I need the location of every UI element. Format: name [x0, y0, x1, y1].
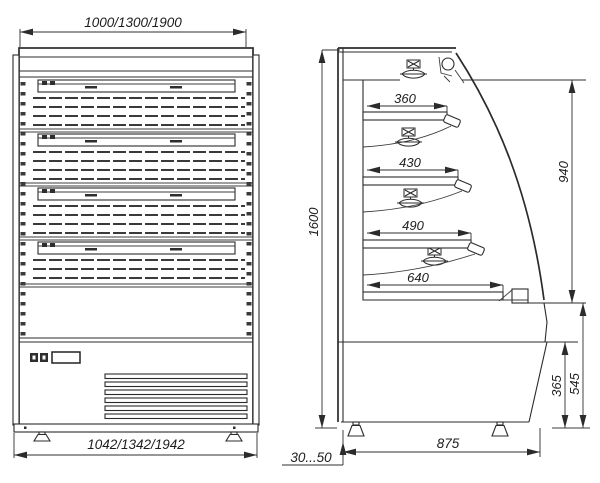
side-view — [282, 48, 590, 465]
right-side-panel — [253, 55, 259, 425]
plinth — [14, 424, 258, 432]
glass-bottom-height-label: 545 — [567, 373, 582, 395]
shelf-light-bar — [38, 134, 235, 146]
lamp-icon — [421, 247, 448, 265]
back-liner — [343, 48, 363, 422]
front-width-bottom-label: 1042/1342/1942 — [87, 437, 185, 452]
shelf-depth-3-label: 490 — [402, 218, 424, 233]
dim-front-width-bottom — [14, 433, 257, 458]
display-opening-height-label: 940 — [556, 161, 571, 183]
dim-display-opening-height — [462, 80, 586, 303]
right-shelf-upright — [247, 82, 252, 336]
adjustable-foot — [226, 432, 242, 441]
glass-front-curve — [456, 53, 544, 300]
dim-shelf-depth-3 — [367, 218, 471, 241]
left-shelf-upright — [21, 82, 26, 336]
lamp-icon — [400, 60, 427, 78]
shelf-depth-2-label: 430 — [399, 155, 421, 170]
dim-shelf-depth-2 — [367, 155, 458, 178]
dim-base-height — [549, 342, 568, 428]
dim-overall-depth — [343, 428, 540, 457]
shelf-light-bar — [38, 80, 235, 92]
shelf-depth-4-label: 640 — [407, 270, 429, 285]
dim-front-width-top — [20, 15, 246, 47]
lamp-icon — [395, 128, 422, 146]
control-panel — [30, 352, 80, 363]
left-side-panel — [13, 55, 19, 425]
dim-overall-height — [306, 50, 340, 428]
adjustable-foot — [492, 422, 508, 436]
base-profile — [315, 303, 590, 428]
adjustable-foot — [34, 432, 50, 441]
dim-shelf-depth-1 — [367, 91, 447, 113]
front-view — [13, 15, 259, 458]
adjustable-foot — [348, 422, 364, 436]
base-height-label: 365 — [549, 375, 564, 397]
dim-glass-bottom-height — [567, 303, 586, 428]
foot-height-range-label: 30...50 — [290, 450, 332, 465]
shelf-light-bar — [38, 188, 235, 200]
thermostat-display — [52, 352, 80, 363]
canopy-profile — [338, 48, 464, 83]
overall-height-label: 1600 — [306, 207, 321, 237]
overall-depth-label: 875 — [436, 436, 460, 451]
shelf-light-bar — [38, 242, 235, 254]
dim-foot-height-range — [282, 442, 346, 465]
shelf-depth-1-label: 360 — [394, 91, 416, 106]
front-width-top-label: 1000/1300/1900 — [84, 15, 182, 30]
